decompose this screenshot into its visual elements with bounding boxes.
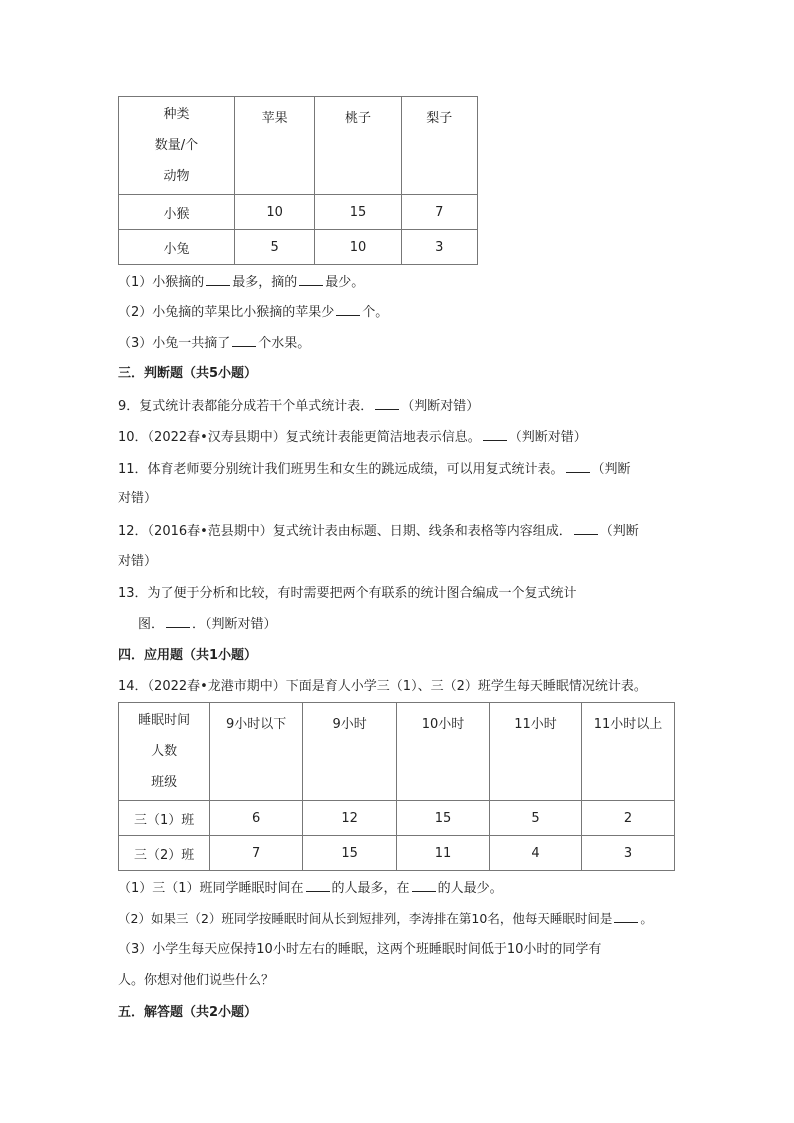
table1-row-label: 小猴 [119,195,235,230]
answer-blank[interactable] [166,614,190,628]
answer-blank[interactable] [206,272,230,286]
table2-cell: 5 [490,801,582,836]
table1-col-header: 苹果 [234,97,314,195]
table-row [119,230,478,265]
table2-header-cell [119,703,210,801]
answer-blank[interactable] [412,878,436,892]
table2-cell: 7 [210,836,303,871]
table1-cell: 15 [315,195,401,230]
table2-row-label: 三（1）班 [119,801,210,836]
table1-cell: 5 [234,230,314,265]
q14-sub3: （3）小学生每天应保持10小时左右的睡眠，这两个班睡眠时间低于10小时的同学有 [118,942,602,957]
table2-cell: 3 [581,836,674,871]
table1-cell: 10 [234,195,314,230]
table2-col-header: 9小时 [303,703,397,801]
question-13: 13．为了便于分析和比较，有时需要把两个有联系的统计图合编成一个复式统计 [118,586,577,601]
answer-blank[interactable] [336,302,360,316]
table2-col-header: 9小时以下 [210,703,303,801]
table2-header-line: 人数 [151,744,178,759]
q8-sub1: （1）小猴摘的 最多，摘的 最少。 [118,272,364,293]
table1-cell: 3 [401,230,477,265]
table2-cell: 12 [303,801,397,836]
table2-cell: 15 [397,801,490,836]
question-12-cont: 对错） [118,554,158,569]
section-title: 五．解答题（共2小题） [118,1005,258,1020]
table2-cell: 6 [210,801,303,836]
answer-blank[interactable] [306,878,330,892]
section-title: 三．判断题（共5小题） [118,366,258,381]
table1-header-line: 数量/个 [154,138,199,153]
table1-cell: 10 [315,230,401,265]
table2-cell: 2 [581,801,674,836]
q8-sub3: （3）小兔一共摘了 个水果。 [118,333,310,354]
table2-col-header: 10小时 [397,703,490,801]
table1-col-header: 梨子 [401,97,477,195]
answer-blank[interactable] [574,521,598,535]
table-row [119,836,675,871]
table1-header-line: 动物 [163,169,190,184]
q14-sub1: （1）三（1）班同学睡眠时间在 的人最多，在 的人最少。 [118,878,503,899]
table1-row-label: 小兔 [119,230,235,265]
table1-header-cell [119,97,235,195]
answer-blank[interactable] [483,427,507,441]
sleep-table [118,702,675,871]
answer-blank[interactable] [566,459,590,473]
table1-col-header: 桃子 [315,97,401,195]
table2-cell: 4 [490,836,582,871]
question-10: 10．（2022春•汉寿县期中）复式统计表能更简洁地表示信息。 （判断对错） [118,427,587,448]
table2-header-line: 睡眠时间 [138,713,191,728]
table2-cell: 15 [303,836,397,871]
q14-sub2: （2）如果三（2）班同学按睡眠时间从长到短排列，李涛排在第10名，他每天睡眠时间是 。 [118,911,653,926]
fruit-table [118,96,478,265]
question-14: 14．（2022春•龙港市期中）下面是育人小学三（1）、三（2）班学生每天睡眠情况统计表。 [118,679,647,694]
q8-sub2: （2）小兔摘的苹果比小猴摘的苹果少 个。 [118,302,388,323]
table2-row-label: 三（2）班 [119,836,210,871]
question-9: 9．复式统计表都能分成若干个单式统计表． （判断对错） [118,396,479,417]
table1-header-line: 种类 [163,107,190,122]
answer-blank[interactable] [614,909,638,923]
answer-blank[interactable] [299,272,323,286]
table1-cell: 7 [401,195,477,230]
question-12: 12．（2016春•范县期中）复式统计表由标题、日期、线条和表格等内容组成． （判断 [118,521,639,542]
table2-col-header: 11小时以上 [581,703,674,801]
table2-cell: 11 [397,836,490,871]
table2-header-line: 班级 [151,775,178,790]
table-row [119,195,478,230]
q14-sub3-cont: 人。你想对他们说些什么？ [118,973,275,988]
question-11-cont: 对错） [118,491,158,506]
answer-blank[interactable] [232,333,256,347]
question-11: 11．体育老师要分别统计我们班男生和女生的跳远成绩，可以用复式统计表。 （判断 [118,459,631,480]
table2-col-header: 11小时 [490,703,582,801]
answer-blank[interactable] [375,396,399,410]
section-title: 四．应用题（共1小题） [118,648,258,663]
question-13-cont: 图． ．（判断对错） [138,614,277,635]
table-row [119,801,675,836]
